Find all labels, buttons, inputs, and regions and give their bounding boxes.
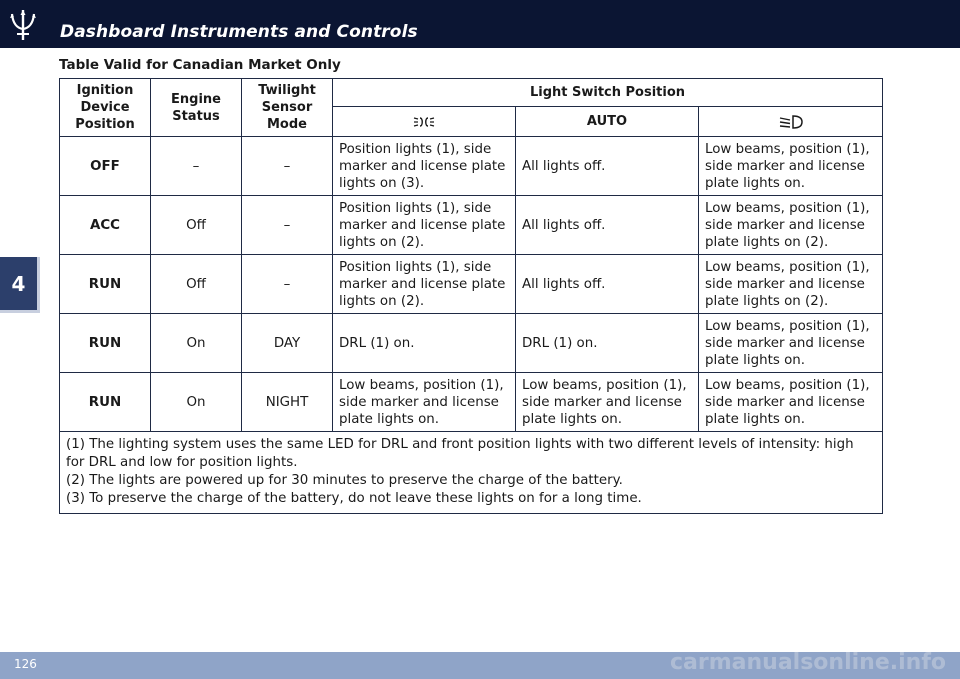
lighting-table bbox=[59, 78, 883, 514]
cell-auto: Low beams, position (1), side marker and license plate lights on. bbox=[516, 373, 699, 432]
cell-auto: All lights off. bbox=[516, 196, 699, 255]
trident-logo-icon bbox=[8, 8, 38, 42]
header-position-lights bbox=[333, 107, 516, 137]
table-caption: Table Valid for Canadian Market Only bbox=[59, 57, 341, 73]
cell-low-beam: Low beams, position (1), side marker and license plate lights on. bbox=[699, 137, 883, 196]
header-bar bbox=[0, 0, 960, 48]
note-2: (2) The lights are powered up for 30 minutes to preserve the charge of the battery. bbox=[66, 473, 623, 488]
cell-twilight: NIGHT bbox=[242, 373, 333, 432]
cell-ignition: RUN bbox=[60, 314, 151, 373]
table-notes bbox=[60, 432, 883, 514]
cell-position-lights: Position lights (1), side marker and license plate lights on (3). bbox=[333, 137, 516, 196]
page-header-title: Dashboard Instruments and Controls bbox=[60, 22, 418, 42]
table-row bbox=[60, 137, 883, 196]
cell-engine: Off bbox=[151, 196, 242, 255]
cell-low-beam: Low beams, position (1), side marker and license plate lights on (2). bbox=[699, 255, 883, 314]
note-3: (3) To preserve the charge of the battery, do not leave these lights on for a long time. bbox=[66, 491, 642, 506]
cell-position-lights: Low beams, position (1), side marker and license plate lights on. bbox=[333, 373, 516, 432]
cell-ignition: ACC bbox=[60, 196, 151, 255]
cell-position-lights: DRL (1) on. bbox=[333, 314, 516, 373]
cell-engine: On bbox=[151, 314, 242, 373]
watermark: carmanualsonline.info bbox=[670, 650, 946, 675]
cell-low-beam: Low beams, position (1), side marker and license plate lights on (2). bbox=[699, 196, 883, 255]
header-auto: AUTO bbox=[516, 107, 699, 137]
chapter-tab[interactable]: 4 bbox=[0, 257, 40, 313]
cell-twilight: – bbox=[242, 196, 333, 255]
header-ignition: Ignition Device Position bbox=[60, 79, 151, 137]
table-row bbox=[60, 196, 883, 255]
cell-auto: All lights off. bbox=[516, 255, 699, 314]
cell-twilight: DAY bbox=[242, 314, 333, 373]
cell-ignition: RUN bbox=[60, 373, 151, 432]
header-light-switch: Light Switch Position bbox=[333, 79, 883, 107]
table-row bbox=[60, 314, 883, 373]
table-row bbox=[60, 255, 883, 314]
note-1: (1) The lighting system uses the same LED for DRL and front position lights with two different levels of intensity: high for DRL and low for position lights. bbox=[66, 437, 854, 470]
position-lights-icon bbox=[413, 115, 435, 129]
cell-ignition: RUN bbox=[60, 255, 151, 314]
cell-engine: Off bbox=[151, 255, 242, 314]
cell-position-lights: Position lights (1), side marker and license plate lights on (2). bbox=[333, 255, 516, 314]
table-row bbox=[60, 373, 883, 432]
cell-twilight: – bbox=[242, 255, 333, 314]
page-number: 126 bbox=[14, 657, 37, 671]
header-twilight: Twilight Sensor Mode bbox=[242, 79, 333, 137]
cell-twilight: – bbox=[242, 137, 333, 196]
cell-position-lights: Position lights (1), side marker and license plate lights on (2). bbox=[333, 196, 516, 255]
header-engine: Engine Status bbox=[151, 79, 242, 137]
cell-low-beam: Low beams, position (1), side marker and license plate lights on. bbox=[699, 314, 883, 373]
cell-auto: DRL (1) on. bbox=[516, 314, 699, 373]
low-beam-icon bbox=[778, 114, 804, 130]
cell-auto: All lights off. bbox=[516, 137, 699, 196]
header-low-beam bbox=[699, 107, 883, 137]
cell-engine: – bbox=[151, 137, 242, 196]
cell-engine: On bbox=[151, 373, 242, 432]
cell-ignition: OFF bbox=[60, 137, 151, 196]
cell-low-beam: Low beams, position (1), side marker and license plate lights on. bbox=[699, 373, 883, 432]
